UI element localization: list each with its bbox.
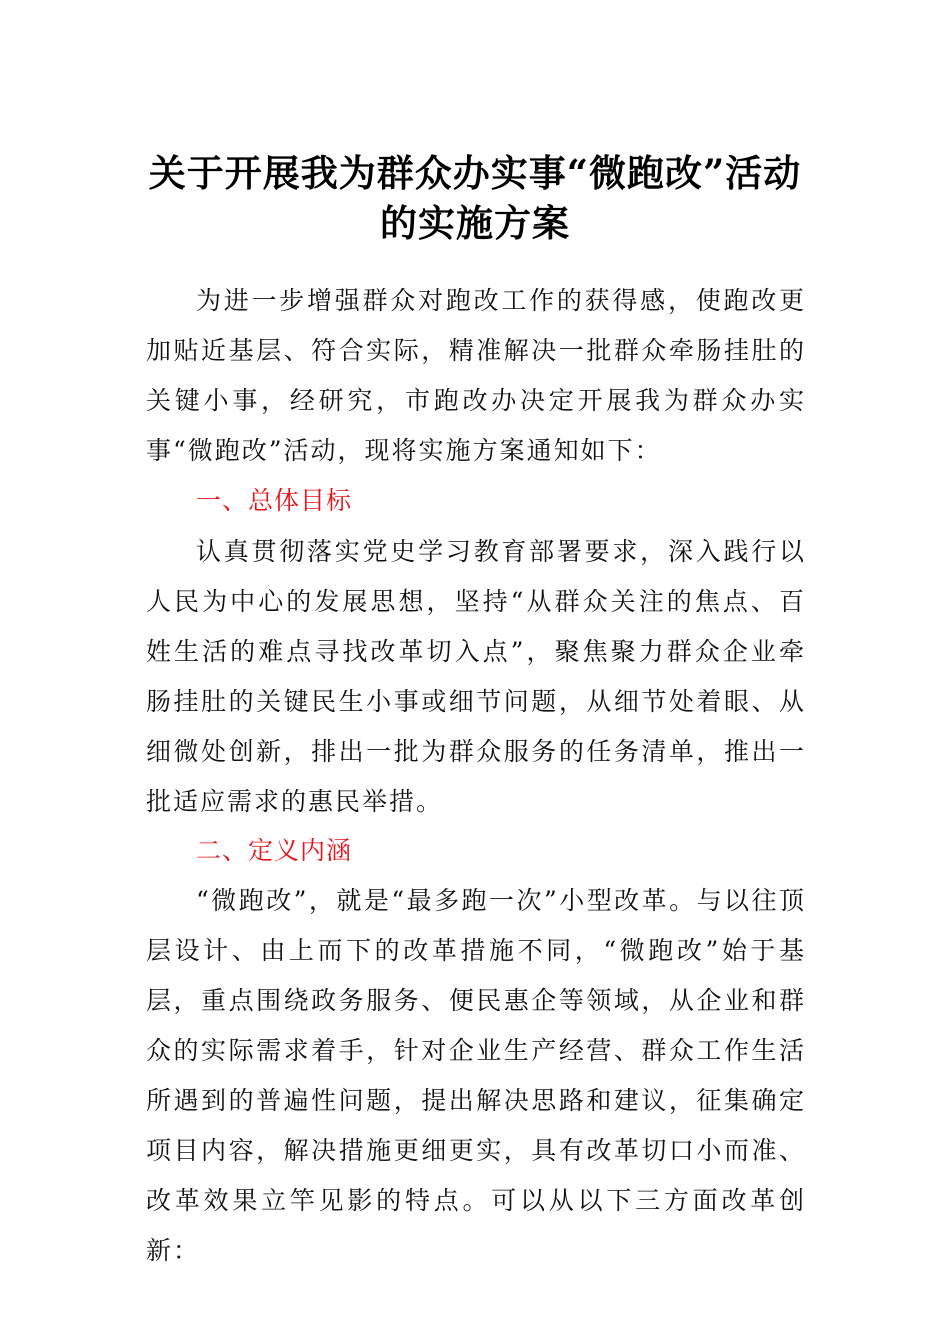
intro-paragraph: 为进一步增强群众对跑改工作的获得感，使跑改更加贴近基层、符合实际，精准解决一批群众牵肠挂肚的关键小事，经研究，市跑改办决定开展我为群众办实事“微跑改”活动，现将实施方案通知如下： [146, 286, 806, 465]
section-heading-goals: 一、总体目标 [196, 486, 353, 515]
section-body-definition: “微跑改”，就是“最多跑一次”小型改革。与以往顶层设计、由上而下的改革措施不同，“微跑改”始于基层，重点围绕政务服务、便民惠企等领域，从企业和群众的实际需求着手，针对企业生产经营、群众工作生活所遇到的普遍性问题，提出解决思路和建议，征集确定项目内容，解决措施更细更实，具有改革切口小而准、改革效果立竿见影的特点。可以从以下三方面改革创新： [146, 886, 806, 1265]
document-title-line-1: 关于开展我为群众办实事“微跑改”活动 [148, 151, 802, 195]
document-title-line-2: 的实施方案 [380, 201, 570, 245]
section-body-goals: 认真贯彻落实党史学习教育部署要求，深入践行以人民为中心的发展思想，坚持“从群众关注的焦点、百姓生活的难点寻找改革切入点”，聚焦聚力群众企业牵肠挂肚的关键民生小事或细节问题，从细节处着眼、从细微处创新，排出一批为群众服务的任务清单，推出一批适应需求的惠民举措。 [146, 537, 806, 816]
section-heading-definition: 二、定义内涵 [196, 836, 353, 865]
